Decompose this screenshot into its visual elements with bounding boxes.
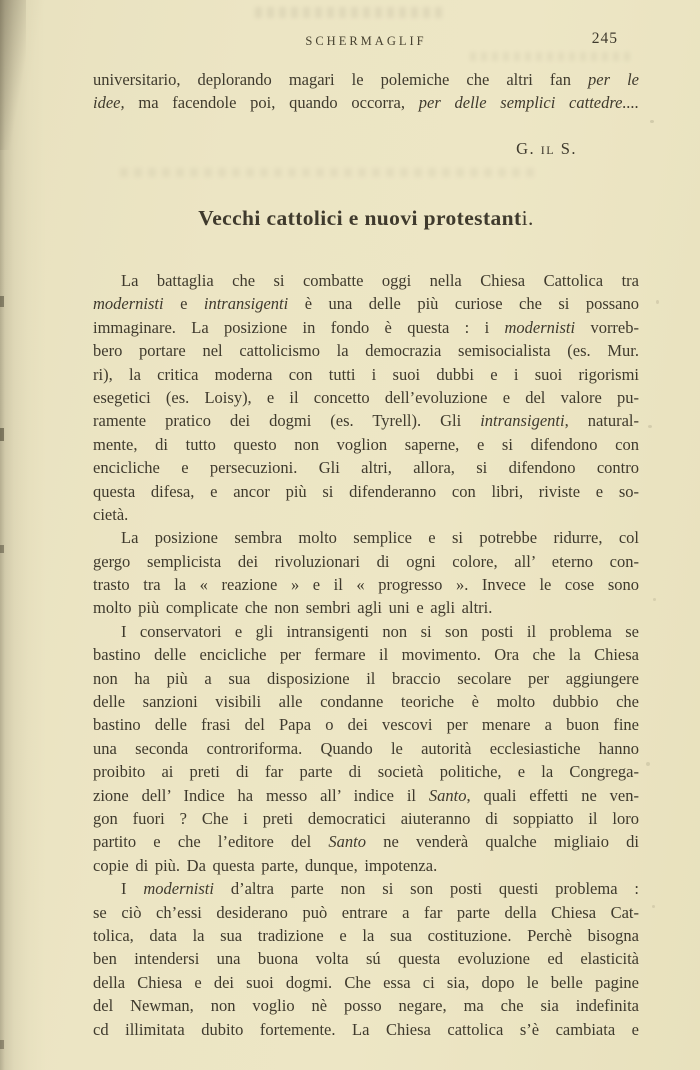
text-line: ramente pratico dei dogmi (es. Tyrell). Gli intransigenti, natural- xyxy=(93,411,639,431)
text-line: zione dell’ Indice ha messo all’ indice il Santo, quali effetti ne ven- xyxy=(93,785,639,805)
intro-paragraph xyxy=(93,68,639,115)
text-line: tolica, data la sua tradizione e la sua costituzione. Perchè bisogna xyxy=(93,925,639,945)
page-edge-mark xyxy=(0,1040,4,1049)
paragraph xyxy=(93,526,639,620)
text-line: universitario, deplorando magari le polemiche che altri fan per le xyxy=(93,70,639,89)
text-line: della Chiesa e dei suoi dogmi. Che essa ci sia, dopo le belle pagine xyxy=(93,972,639,992)
running-header-title: SCHERMAGLIF xyxy=(305,34,427,48)
text-line: gon fuori ? Che i preti democratici aiuteranno di soppiatto il loro xyxy=(93,808,639,828)
scan-speck xyxy=(650,120,654,123)
page-edge-mark xyxy=(0,428,4,441)
scan-speck xyxy=(653,598,656,601)
text-line: cd illimitata dubito fortemente. La Chiesa cattolica s’è cambiata e xyxy=(93,1019,639,1039)
scan-speck xyxy=(656,300,659,304)
text-line: I conservatori e gli intransigenti non si son posti il problema se xyxy=(121,621,639,641)
text-line: La posizione sembra molto semplice e si potrebbe ridurre, col xyxy=(121,528,639,548)
running-header xyxy=(93,32,639,50)
section-title-main: Vecchi cattolici e nuovi protestant xyxy=(198,206,522,230)
text-line: cietà. xyxy=(93,504,129,524)
section-title xyxy=(93,206,639,231)
body-paragraphs xyxy=(93,269,639,1041)
text-line: molto più complicate che non sembri agli uni e agli altri. xyxy=(93,598,493,618)
text-line: idee, ma facendole poi, quando occorra, per delle semplici cattedre.... xyxy=(93,93,639,113)
text-line: copie di più. Da questa parte, dunque, impotenza. xyxy=(93,855,438,875)
text-line: gergo semplicista dei rivoluzionari di ogni colore, all’ eterno con- xyxy=(93,551,639,571)
author-signature: G. il S. xyxy=(516,139,577,158)
scan-speck xyxy=(648,425,652,428)
text-line: non ha più a sua disposizione il braccio secolare per aggiungere xyxy=(93,668,639,688)
page-number: 245 xyxy=(591,30,618,47)
text-line: ri), la critica moderna con tutti i suoi dubbi e i suoi rigorismi xyxy=(93,364,639,384)
text-line: questa difesa, e ancor più si difenderanno con libri, riviste e so- xyxy=(93,481,639,501)
page-edge-mark xyxy=(0,545,4,553)
text-line: modernisti e intransigenti è una delle più curiose che si possano xyxy=(93,294,639,314)
scan-speck xyxy=(652,905,655,908)
text-line: La battaglia che si combatte oggi nella Chiesa Cattolica tra xyxy=(121,271,639,290)
text-line: esegetici (es. Loisy), e il concetto dell’evoluzione e del valore pu- xyxy=(93,387,639,407)
bleed-through-ghost xyxy=(120,168,540,177)
scan-speck xyxy=(646,762,650,766)
text-line: se ciò ch’essi desiderano può entrare a far parte della Chiesa Cat- xyxy=(93,902,639,922)
text-line: partito e che l’editore del Santo ne venderà qualche migliaio di xyxy=(93,832,639,852)
text-line: immaginare. La posizione in fondo è questa : i modernisti vorreb- xyxy=(93,317,639,337)
text-line: proibito ai preti di far parte di società politiche, e la Congrega- xyxy=(93,762,639,782)
text-line: del Newman, non voglio nè posso negare, ma che sia indefinita xyxy=(93,996,639,1016)
scan-corner-shadow xyxy=(0,0,26,150)
bleed-through-ghost xyxy=(255,7,445,18)
section-title-tail: i. xyxy=(521,206,534,230)
text-line: trasto tra la « reazione » e il « progresso ». Invece le cose sono xyxy=(93,575,639,595)
page-edge-mark xyxy=(0,296,4,307)
paragraph xyxy=(93,877,639,1041)
text-line: encicliche e persecuzioni. Gli altri, allora, si difendono contro xyxy=(93,458,639,478)
text-line: I modernisti d’altra parte non si son posti questi problema : xyxy=(121,879,639,899)
paragraph xyxy=(93,269,639,526)
text-line: bastino delle frasi del Papa o dei vescovi per menare a buon fine xyxy=(93,715,639,735)
text-line: mente, di tutto questo non voglion saperne, e si difendono con xyxy=(93,434,639,454)
text-line: bero portare nel cattolicismo la democrazia semisocialista (es. Mur. xyxy=(93,341,639,361)
paragraph xyxy=(93,620,639,877)
text-line: una seconda controriforma. Quando le autorità ecclesiastiche hanno xyxy=(93,738,639,758)
text-line: ben intendersi una buona volta sú questa evoluzione ed elasticità xyxy=(93,949,639,969)
text-line: bastino delle encicliche per fermare il movimento. Ora che la Chiesa xyxy=(93,645,639,665)
text-line: delle sanzioni visibili alle condanne teoriche è molto dubbio che xyxy=(93,692,639,712)
bleed-through-ghost xyxy=(470,52,630,61)
